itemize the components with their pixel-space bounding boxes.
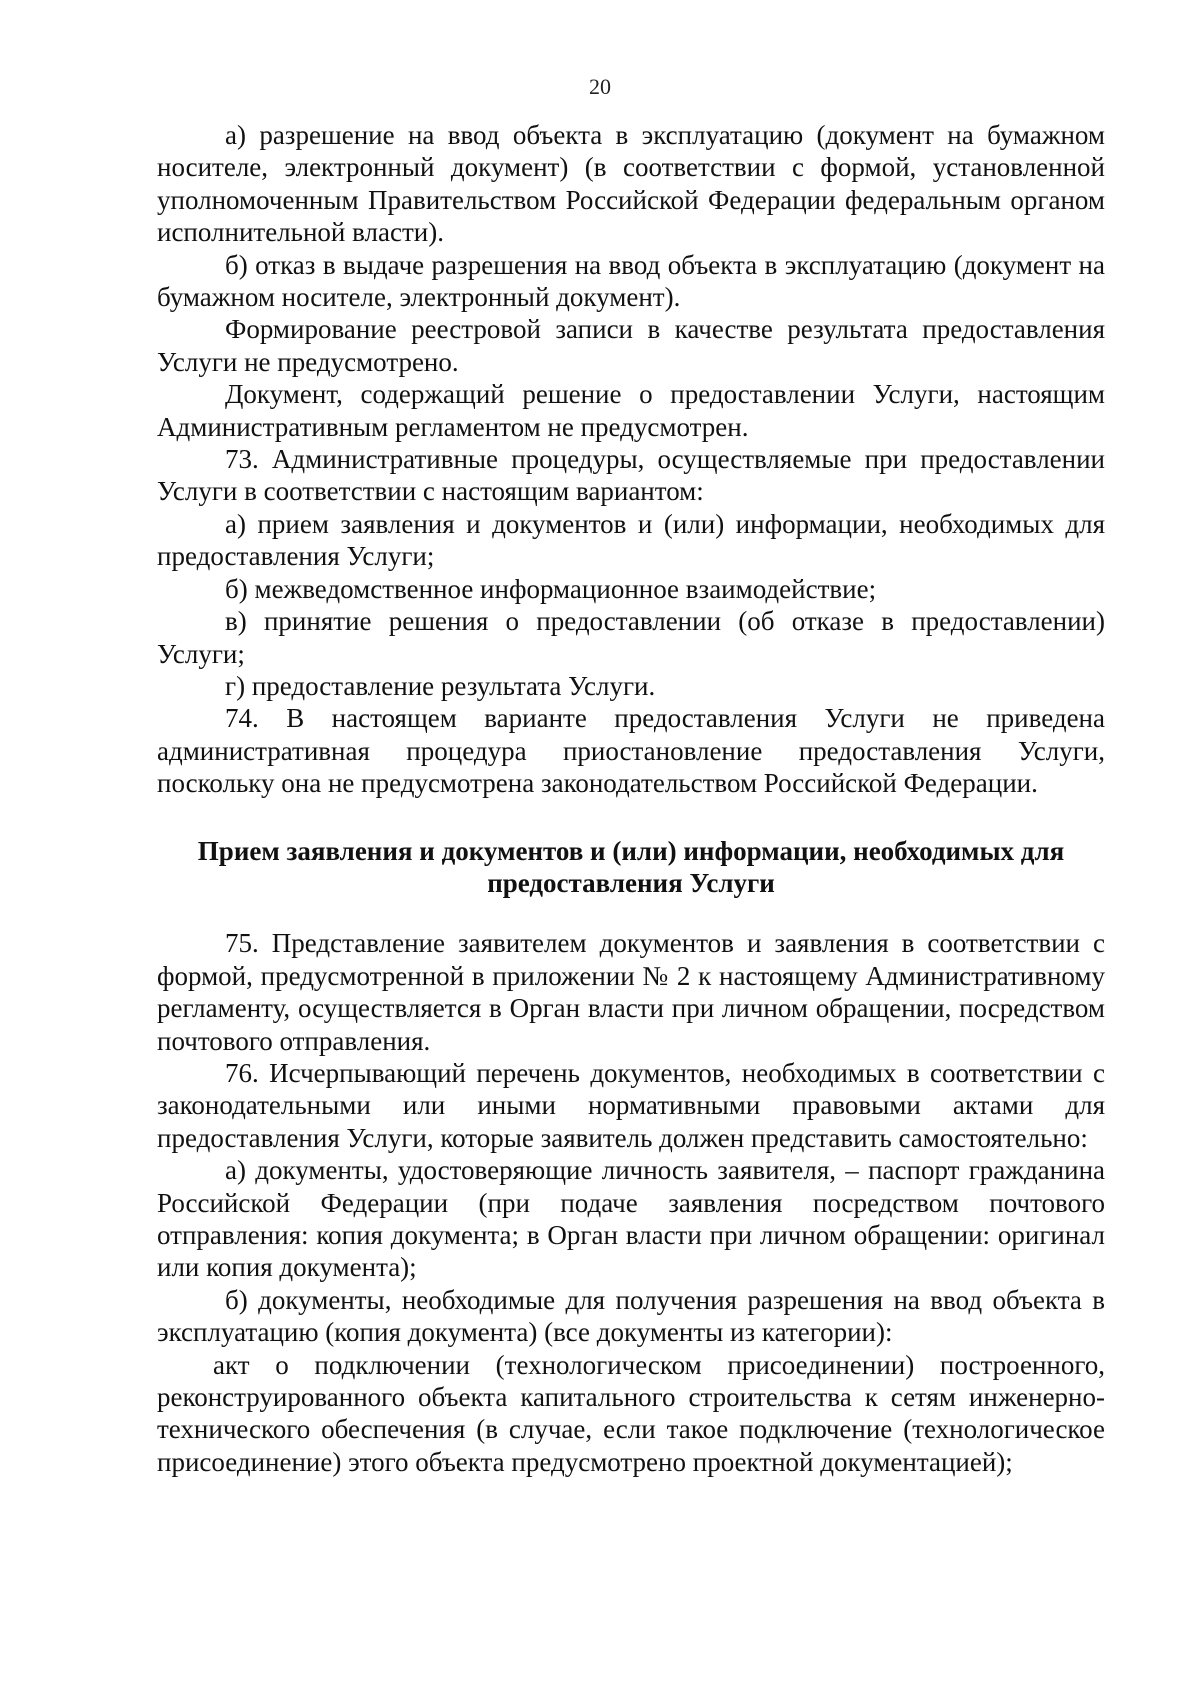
paragraph: 74. В настоящем варианте предоставления Услуги не приведена административная процедура приостановление предоставления Услуги, поскольку она не предусмотрена законодательством Российской Федерации.	[157, 703, 1105, 799]
paragraph: а) документы, удостоверяющие личность заявителя, – паспорт гражданина Российской Федерации (при подаче заявления посредством почтового отправления: копия документа; в Орган власти при личном обращении: оригинал или копия документа);	[157, 1155, 1105, 1283]
paragraph: 75. Представление заявителем документов и заявления в соответствии с формой, предусмотренной в приложении № 2 к настоящему Административному регламенту, осуществляется в Орган власти при личном обращении, посредством почтового отправления.	[157, 928, 1105, 1056]
paragraph: Документ, содержащий решение о предоставлении Услуги, настоящим Административным регламентом не предусмотрен.	[157, 379, 1105, 442]
paragraph: 76. Исчерпывающий перечень документов, необходимых в соответствии с законодательными или иными нормативными правовыми актами для предоставления Услуги, которые заявитель должен представить самостоятельно:	[157, 1057, 1105, 1153]
paragraph: б) межведомственное информационное взаимодействие;	[225, 573, 877, 604]
paragraph: б) документы, необходимые для получения разрешения на ввод объекта в эксплуатацию (копия документа) (все документы из категории):	[157, 1284, 1105, 1348]
paragraph: а) прием заявления и документов и (или) информации, необходимых для предоставления Услуги;	[157, 508, 1105, 572]
document-body	[157, 119, 1105, 1478]
paragraph: а) разрешение на ввод объекта в эксплуатацию (документ на бумажном носителе, электронный документ) (в соответствии с формой, установленной уполномоченным Правительством Российской Федерации федеральным органом исполнительной власти).	[157, 120, 1105, 248]
paragraph: б) отказ в выдаче разрешения на ввод объекта в эксплуатацию (документ на бумажном носителе, электронный документ).	[157, 249, 1105, 313]
paragraph: акт о подключении (технологическом присоединении) построенного, реконструированного объекта капитального строительства к сетям инженерно-технического обеспечения (в случае, если такое подключение (технологическое присоединение) этого объекта предусмотрено проектной документацией);	[157, 1349, 1105, 1477]
paragraph: г) предоставление результата Услуги.	[225, 670, 656, 701]
section-heading: Прием заявления и документов и (или) информации, необходимых для предоставления Услуги	[197, 835, 1065, 898]
paragraph: 73. Административные процедуры, осуществляемые при предоставлении Услуги в соответствии с настоящим вариантом:	[157, 444, 1105, 507]
paragraph: в) принятие решения о предоставлении (об отказе в предоставлении) Услуги;	[157, 606, 1105, 669]
paragraph: Формирование реестровой записи в качестве результата предоставления Услуги не предусмотрено.	[157, 314, 1105, 377]
page-number: 20	[589, 74, 611, 99]
